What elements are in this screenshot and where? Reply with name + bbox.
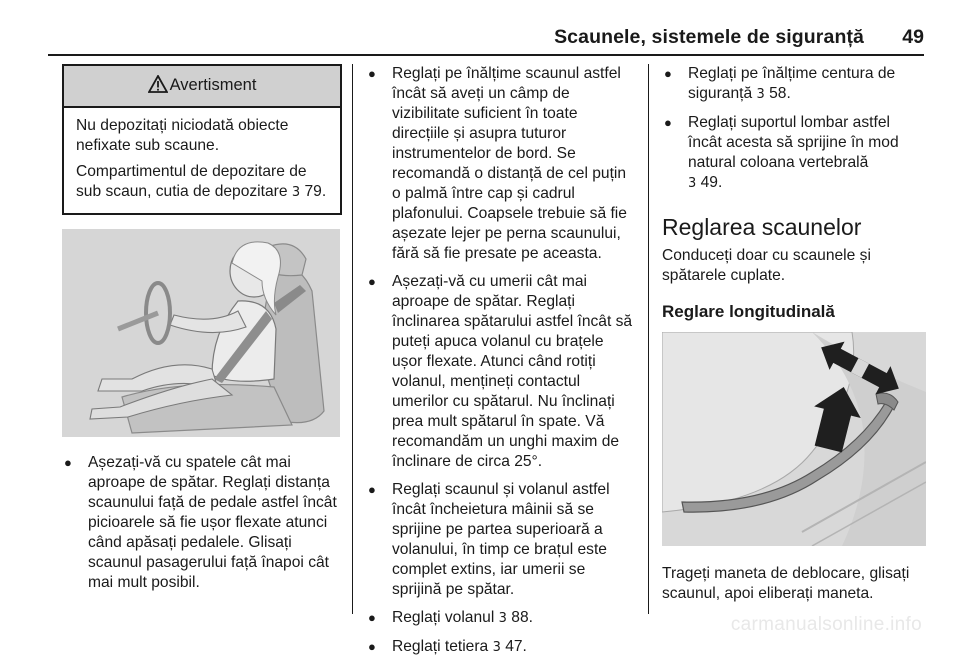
reference-arrow-icon: 3 (498, 611, 507, 626)
warning-box (62, 64, 342, 215)
headrest-ref-page[interactable]: 47. (505, 638, 527, 655)
watermark: carmanualsonline.info (730, 614, 922, 635)
warning-text-1: Nu depozitați niciodată obiecte nefixate sub scaune. (76, 117, 289, 154)
driver-seat-posture-illustration (62, 229, 340, 437)
list-item: ● Așezați-vă cu spatele cât mai aproape de spătar. Reglați distanța scaunului față de pedale astfel încât picioarele să fie ușor flexate atunci când apăsați pedalele. Glisați scaunul pasagerului față înapoi cât mai mult posibil. (62, 453, 342, 593)
list-item: ● Reglați suportul lombar astfel încât acesta să sprijine în mod natural coloana vertebrală 3 49. (662, 113, 928, 194)
warning-header (64, 66, 340, 108)
adjustment-list (366, 64, 638, 658)
header-rule (48, 54, 924, 56)
page-header-title: Scaunele, sistemele de siguranță (554, 26, 864, 48)
warning-ref-page[interactable]: 79. (304, 183, 327, 200)
seatbelt-ref-page[interactable]: 58. (769, 85, 791, 102)
lumbar-ref-page[interactable]: 49. (700, 174, 723, 191)
reference-arrow-icon: 3 (756, 87, 765, 102)
adjustment-list-cont (662, 64, 928, 194)
posture-list (62, 453, 342, 593)
column-3 (662, 64, 928, 604)
reference-arrow-icon: 3 (291, 185, 301, 200)
reference-arrow-icon: 3 (492, 640, 501, 655)
column-divider-1 (352, 64, 353, 614)
column-2 (366, 64, 638, 666)
steering-ref-page[interactable]: 88. (511, 609, 533, 626)
list-item: ● Reglați pe înălțime centura de siguranță 3 58. (662, 64, 928, 105)
warning-text-2: Compartimentul de depozitare de sub scaun, cutia de depozitare 3 79. (76, 163, 327, 200)
section-heading: Reglarea scaunelor (662, 214, 862, 240)
subsection-heading: Reglare longitudinală (662, 302, 835, 321)
page-number: 49 (902, 26, 924, 48)
list-item: ● Reglați tetiera 3 47. (366, 637, 638, 658)
warning-title: Avertisment (169, 76, 257, 94)
section-intro: Conduceți doar cu scaunele și spătarele cuplate. (662, 247, 871, 284)
list-item: ● Reglați volanul 3 88. (366, 608, 638, 629)
warning-body (64, 108, 340, 213)
warning-triangle-icon (148, 75, 168, 98)
seat-release-lever-illustration (662, 332, 926, 546)
column-1 (62, 64, 342, 601)
reference-arrow-icon: 3 (688, 176, 697, 191)
list-item: ● Reglați pe înălțime scaunul astfel încât să aveți un câmp de vizibilitate suficient în toate direcțiile și asupra tuturor instrumentelor de bord. Se recomandă o distanță de cel puțin o palmă între cap și cadrul plafonului. Coapsele trebuie să fie așezate lejer pe perna scaunului, fără să fie presate pe aceasta. (366, 64, 638, 264)
column-divider-2 (648, 64, 649, 614)
list-item: ● Reglați scaunul și volanul astfel încât încheietura mâinii să se sprijine pe partea superioară a volanului, în timp ce brațul este complet extins, iar umerii se sprijină pe spătar. (366, 480, 638, 600)
list-item: ● Așezați-vă cu umerii cât mai aproape de spătar. Reglați înclinarea spătarului astfel încât să puteți apuca volanul cu brațele ușor flexate. Atunci când rotiți volanul, mențineți contactul umerilor cu spătarul. Nu înclinați prea mult spătarul în spate. Vă recomandăm un unghi maxim de înclinare de circa 25°. (366, 272, 638, 472)
illustration-caption: Trageți maneta de deblocare, glisați scaunul, apoi eliberați maneta. (662, 565, 910, 602)
